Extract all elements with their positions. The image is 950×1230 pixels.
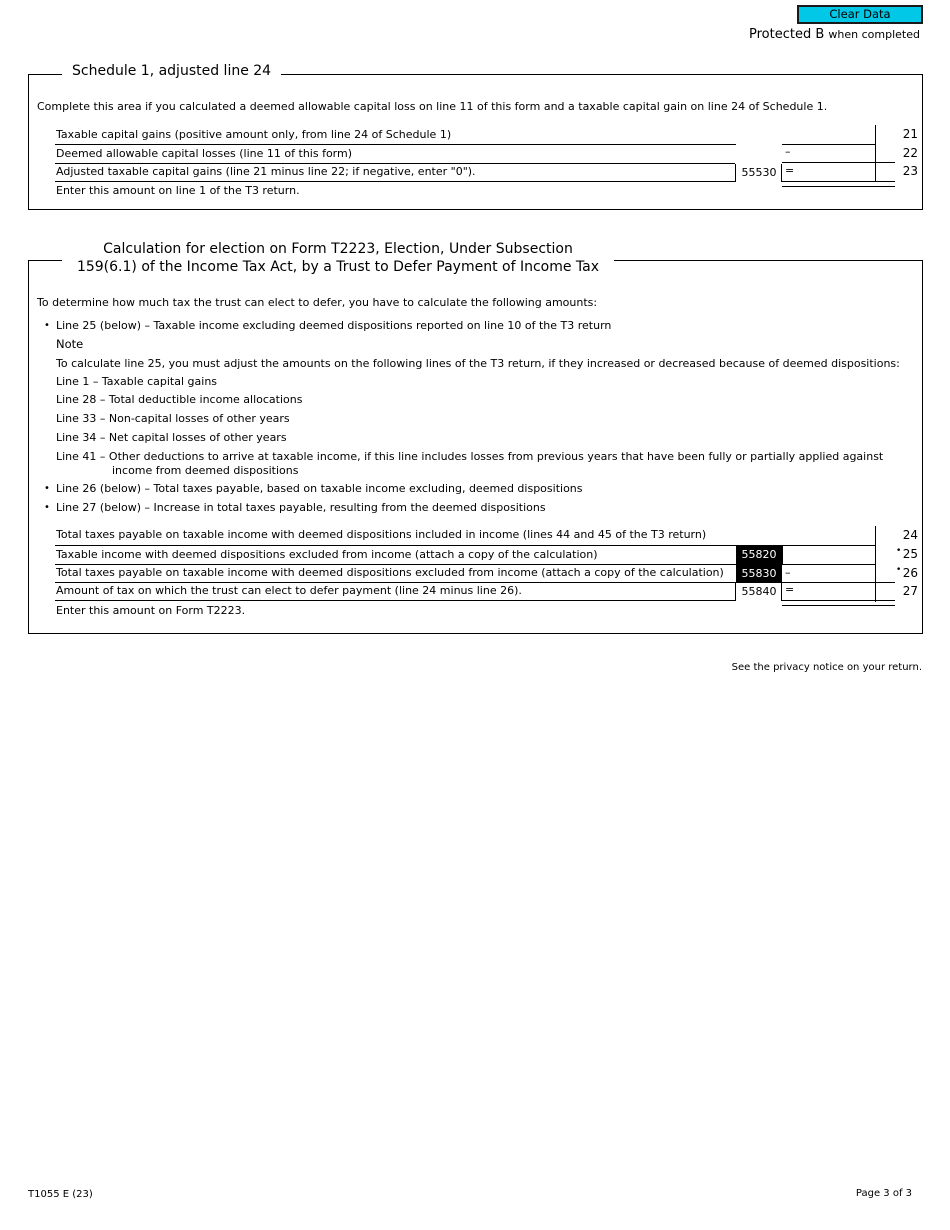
double-underline	[782, 186, 895, 187]
line-21-amount-input[interactable]	[783, 127, 875, 143]
amount-box-left	[782, 546, 783, 564]
bullet-line25: Line 25 (below) – Taxable income excluding deemed dispositions reported on line 10 of the T3 return	[56, 319, 612, 332]
row-underline	[55, 600, 736, 601]
bullet-line27: Line 27 (below) – Increase in total taxes payable, resulting from the deemed dispositions	[56, 501, 546, 514]
note-label: Note	[56, 337, 84, 351]
clear-data-button[interactable]: Clear Data	[797, 5, 923, 24]
note-text: To calculate line 25, you must adjust the amounts on the following lines of the T3 return, if they increased or decreased because of deemed dispositions:	[56, 357, 900, 370]
amount-box-left	[781, 583, 782, 601]
line-22-amount-input[interactable]	[795, 146, 875, 162]
required-dot-icon: •	[896, 546, 902, 556]
election-title	[62, 240, 614, 276]
line-number: 21	[902, 127, 918, 141]
election-title-line1: Calculation for election on Form T2223, Election, Under Subsection	[103, 241, 573, 257]
election-row-label: Total taxes payable on taxable income with deemed dispositions included in income (lines 44 and 45 of the T3 return)	[56, 528, 707, 541]
amount-box-left	[781, 164, 782, 182]
equals-operator: =	[785, 164, 795, 177]
election-enter-note: Enter this amount on Form T2223.	[56, 604, 246, 617]
line-number: 23	[902, 164, 918, 178]
line-code: 55830	[736, 565, 782, 583]
amount-underline	[782, 600, 895, 601]
schedule1-enter-note: Enter this amount on line 1 of the T3 return.	[56, 184, 300, 197]
protected-suffix: when completed	[828, 28, 920, 41]
schedule1-line-column-divider	[875, 125, 876, 182]
amount-underline	[782, 162, 895, 163]
amount-underline	[782, 144, 875, 145]
minus-operator: –	[785, 145, 791, 158]
note-line-item: Line 1 – Taxable capital gains	[56, 375, 218, 388]
double-underline	[782, 605, 895, 606]
row-underline	[55, 181, 736, 182]
bullet-icon: •	[44, 483, 50, 494]
equals-operator: =	[785, 583, 795, 596]
note-line-item: Line 28 – Total deductible income allocations	[56, 393, 303, 406]
row-underline	[55, 163, 735, 164]
line-24-amount-input[interactable]	[783, 528, 875, 544]
line-26-amount-input[interactable]	[795, 566, 875, 582]
schedule1-row-label: Adjusted taxable capital gains (line 21 minus line 22; if negative, enter "0").	[56, 165, 476, 178]
schedule1-title: Schedule 1, adjusted line 24	[62, 63, 281, 79]
protected-text: Protected B	[749, 27, 825, 42]
line-number: 26	[902, 566, 918, 580]
row-underline	[55, 582, 736, 583]
row-underline	[55, 144, 736, 145]
line-number: 24	[902, 528, 918, 542]
line-code: 55840	[735, 583, 782, 600]
election-title-line2: 159(6.1) of the Income Tax Act, by a Trust to Defer Payment of Income Tax	[76, 259, 600, 275]
note-line-item: Line 33 – Non-capital losses of other years	[56, 412, 290, 425]
election-intro: To determine how much tax the trust can elect to defer, you have to calculate the following amounts:	[37, 296, 598, 309]
amount-underline	[782, 181, 895, 182]
line-number: 22	[902, 146, 918, 160]
form-identifier: T1055 E (23)	[28, 1189, 93, 1200]
amount-underline	[782, 582, 895, 583]
line-27-amount-input[interactable]	[795, 584, 875, 600]
line-number: 27	[902, 584, 918, 598]
election-row-label: Taxable income with deemed dispositions excluded from income (attach a copy of the calculation)	[56, 548, 598, 561]
election-row-label: Amount of tax on which the trust can elect to defer payment (line 24 minus line 26).	[56, 584, 522, 597]
note-line-item-continued: income from deemed dispositions	[112, 464, 299, 477]
bullet-icon: •	[44, 502, 50, 513]
schedule1-row-label: Taxable capital gains (positive amount only, from line 24 of Schedule 1)	[56, 128, 452, 141]
privacy-notice: See the privacy notice on your return.	[731, 662, 922, 673]
line-25-amount-input[interactable]	[785, 547, 875, 563]
bullet-icon: •	[44, 320, 50, 331]
schedule1-intro: Complete this area if you calculated a deemed allowable capital loss on line 11 of this form and a taxable capital gain on line 24 of Schedule 1.	[37, 100, 828, 113]
page-number: Page 3 of 3	[855, 1188, 912, 1199]
minus-operator: –	[785, 566, 791, 579]
note-line-item: Line 34 – Net capital losses of other years	[56, 431, 287, 444]
schedule1-row-label: Deemed allowable capital losses (line 11 of this form)	[56, 147, 353, 160]
line-code: 55530	[735, 164, 782, 181]
required-dot-icon: •	[896, 565, 902, 575]
line-code: 55820	[736, 546, 782, 564]
election-row-label: Total taxes payable on taxable income with deemed dispositions excluded from income (attach a copy of the calculation)	[56, 566, 724, 579]
line-number: 25	[902, 547, 918, 561]
bullet-line26: Line 26 (below) – Total taxes payable, based on taxable income excluding, deemed dispositions	[56, 482, 583, 495]
line-23-amount-input[interactable]	[795, 164, 875, 180]
protected-b-label	[749, 27, 920, 42]
note-line-item: Line 41 – Other deductions to arrive at taxable income, if this line includes losses from previous years that have been fully or partially applied against	[56, 450, 884, 463]
